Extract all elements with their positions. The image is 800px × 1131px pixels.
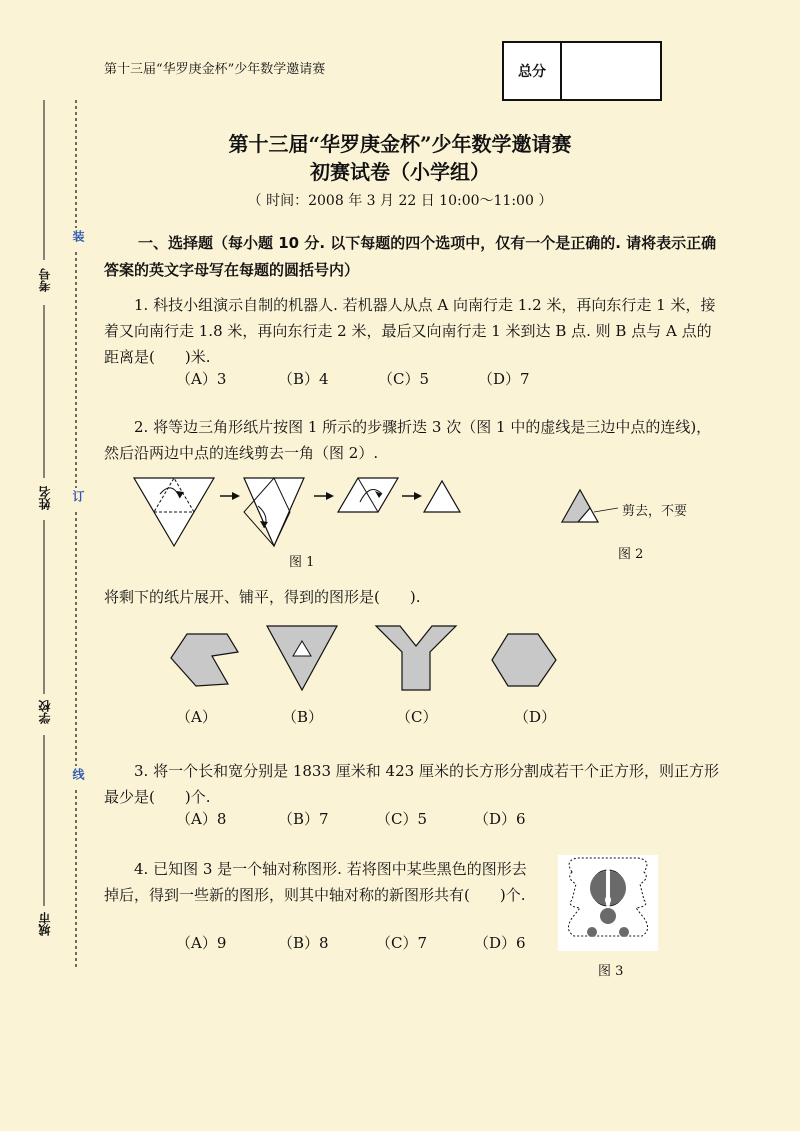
binding-mark-xian: 线 [71,768,85,780]
figure-1-caption: 图 1 [289,555,315,570]
binding-mark-ding: 订 [71,490,85,502]
binding-label-exam-number: 考号 [38,268,52,292]
option-b[interactable]: （B）7 [278,810,329,828]
binding-label-name: 姓名 [38,486,52,510]
option-b[interactable]: （B）8 [278,934,329,952]
option-b[interactable]: （B） [282,708,324,726]
exam-time: （ 时间：2008 年 3 月 22 日 10:00～11:00 ） [247,193,553,209]
figure-3-caption: 图 3 [598,964,624,979]
figure-2-label: 剪去，不要 [622,504,688,519]
question-3-text: 3. 将一个长和宽分别是 1833 厘米和 423 厘米的长方形分割成若干个正方形，则正方形最少是( )个. [104,762,719,806]
question-1-text: 1. 科技小组演示自制的机器人. 若机器人从点 A 向南行走 1.2 米，再向东行走 1 米，接着又向南行走 1.8 米，再向东行走 2 米，最后又向南行走 1 米到达 B 点. 则 B 点与 A 点的距离是( )米. [104,296,716,366]
page-title: 第十三届“华罗庚金杯”少年数学邀请赛 [228,132,572,156]
question-2-text-2: 将剩下的纸片展开、铺平，得到的图形是( ). [104,588,421,606]
option-d[interactable]: （D）7 [478,370,530,388]
option-a[interactable]: （A）8 [176,810,227,828]
question-4-text: 4. 已知图 3 是一个轴对称图形. 若将图中某些黑色的图形去掉后，得到一些新的图形，则其中轴对称的新图形共有( )个. [104,860,527,904]
binding-label-school: 学校 [38,700,52,724]
header-text: 第十三届“华罗庚金杯”少年数学邀请赛 [104,62,326,77]
option-d[interactable]: （D）6 [474,934,526,952]
option-a[interactable]: （A）9 [176,934,227,952]
binding-mark-zhuang: 装 [71,230,85,242]
option-a[interactable]: （A） [176,708,217,726]
score-label: 总分 [504,43,562,99]
option-c[interactable]: （C） [396,708,438,726]
section-heading: 一、选择题（每小题 10 分. 以下每题的四个选项中，仅有一个是正确的. 请将表示正确答案的英文字母写在每题的圆括号内） [104,234,717,279]
question-2-text: 2. 将等边三角形纸片按图 1 所示的步骤折迭 3 次（图 1 中的虚线是三边中点的连线)，然后沿两边中点的连线剪去一角（图 2）. [104,418,712,462]
option-b[interactable]: （B）4 [278,370,329,388]
binding-label-city: 城市 [38,912,52,936]
option-c[interactable]: （C）7 [376,934,428,952]
page-subtitle: 初赛试卷（小学组） [310,160,490,184]
option-d[interactable]: （D） [514,708,557,726]
option-d[interactable]: （D）6 [474,810,526,828]
option-a[interactable]: （A）3 [176,370,227,388]
option-c[interactable]: （C）5 [378,370,430,388]
option-c[interactable]: （C）5 [376,810,428,828]
figure-2-caption: 图 2 [618,547,644,562]
